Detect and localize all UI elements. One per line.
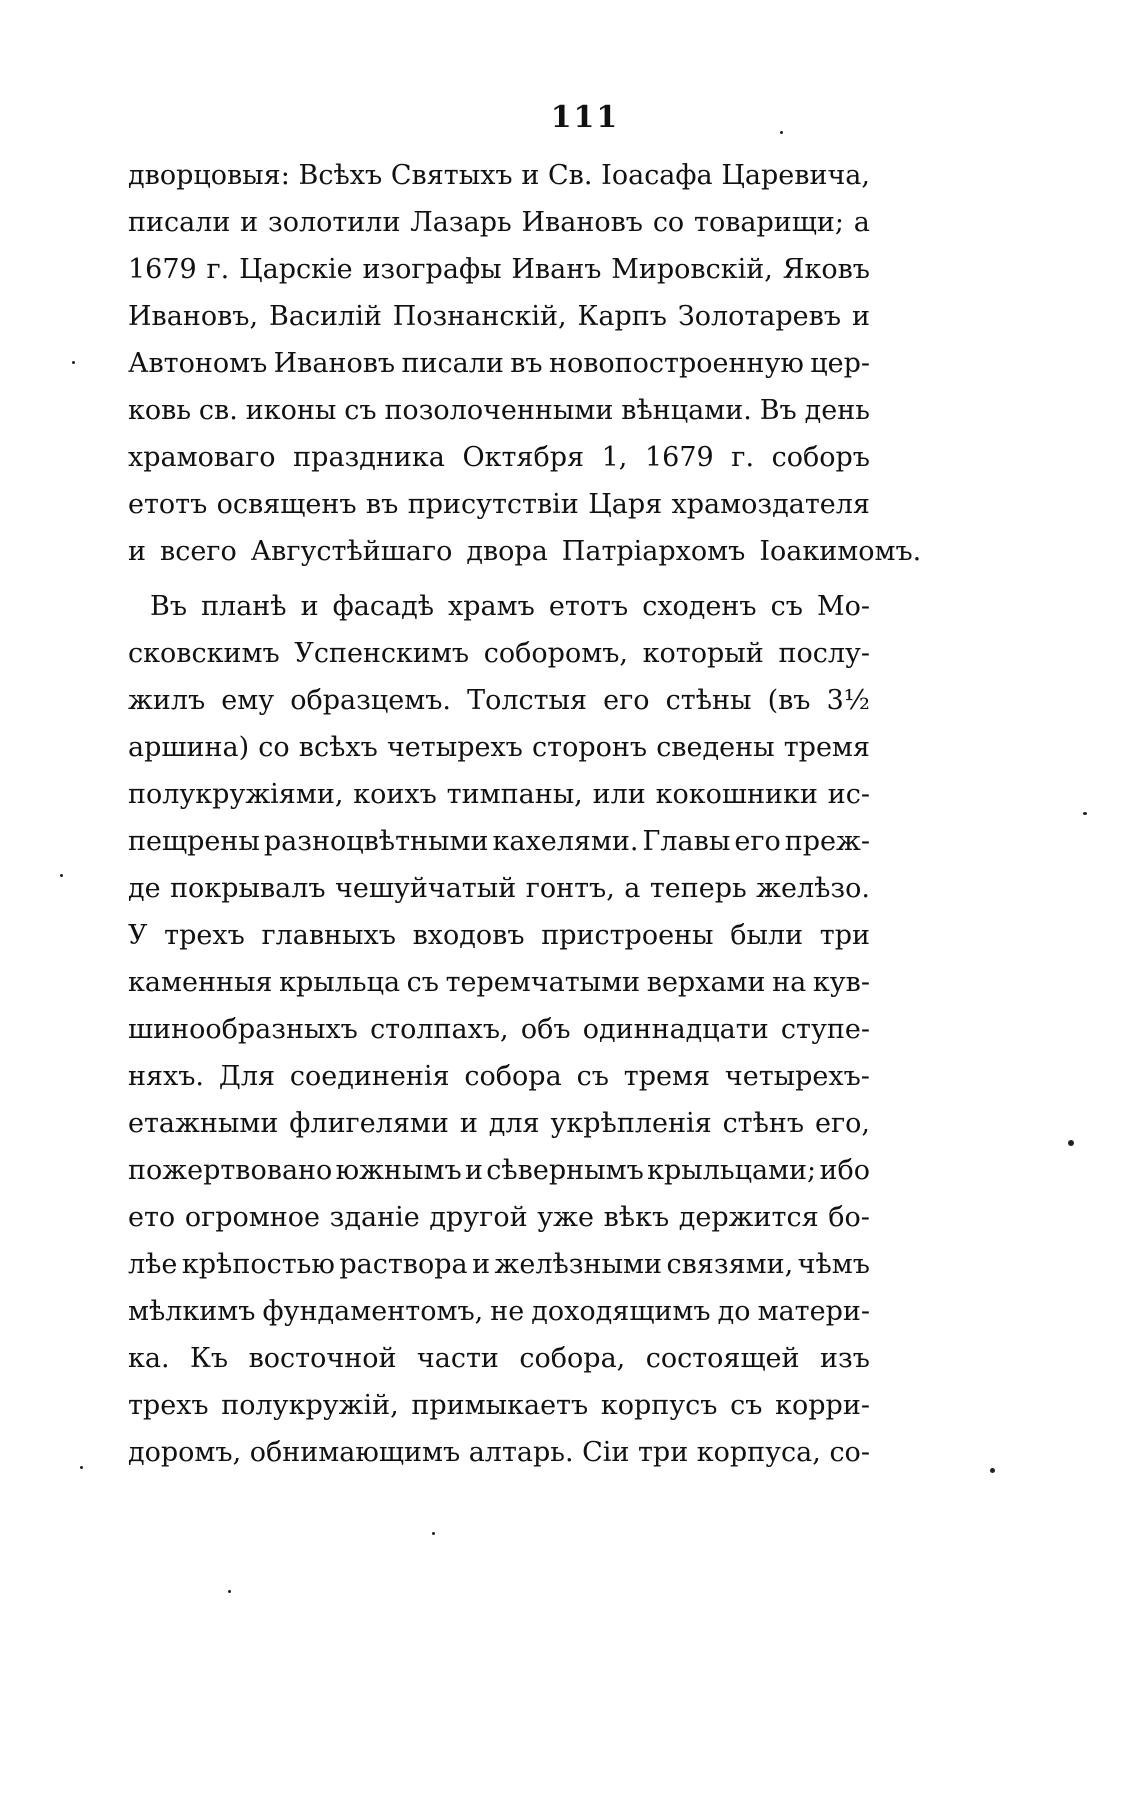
scan-speck (1068, 1140, 1074, 1146)
text-line: каменныя крыльца съ теремчатыми верхами на кув- (128, 967, 870, 998)
text-line: ковь св. иконы съ позолоченными вѣнцами. Въ день (128, 395, 870, 426)
scan-speck (990, 1468, 995, 1473)
scan-speck (72, 361, 75, 364)
text-line: храмоваго праздника Октября 1, 1679 г. соборъ (128, 442, 870, 473)
page-number: 111 (550, 100, 620, 135)
text-line: Автономъ Ивановъ писали въ новопостроенную цер- (128, 348, 870, 379)
text-line: лѣе крѣпостью раствора и желѣзными связями, чѣмъ (128, 1249, 870, 1280)
scan-speck (780, 131, 783, 134)
text-line: мѣлкимъ фундаментомъ, не доходящимъ до матери- (128, 1296, 870, 1327)
text-line: и всего Августѣйшаго двора Патріархомъ Іоакимомъ. (128, 536, 922, 567)
text-line: шинообразныхъ столпахъ, объ одиннадцати ступе- (128, 1014, 870, 1045)
body-text (128, 152, 922, 1476)
text-line: жилъ ему образцемъ. Толстыя его стѣны (въ 3½ (128, 685, 870, 716)
scan-speck (228, 1590, 231, 1593)
text-line: сковскимъ Успенскимъ соборомъ, который послу- (128, 638, 870, 669)
text-line: ка. Къ восточной части собора, состоящей изъ (128, 1343, 870, 1374)
text-line: де покрывалъ чешуйчатый гонтъ, а теперь желѣзо. (128, 873, 870, 904)
text-line: няхъ. Для соединенія собора съ тремя четырехъ- (128, 1061, 870, 1092)
paragraph (128, 152, 922, 575)
paragraph-gap (128, 575, 870, 583)
text-line: писали и золотили Лазарь Ивановъ со товарищи; а (128, 207, 870, 238)
text-line: етотъ освященъ въ присутствіи Царя храмоздателя (128, 489, 870, 520)
scan-speck (1083, 812, 1087, 815)
scan-speck (80, 1466, 83, 1469)
text-line: У трехъ главныхъ входовъ пристроены были три (128, 920, 870, 951)
text-line: ето огромное зданіе другой уже вѣкъ держится бо- (128, 1202, 870, 1233)
text-line: Въ планѣ и фасадѣ храмъ етотъ сходенъ съ Мо- (150, 591, 870, 622)
text-line: 1679 г. Царскіе изографы Иванъ Мировскій, Яковъ (128, 254, 870, 285)
scan-speck (60, 874, 63, 877)
text-line: полукружіями, коихъ тимпаны, или кокошники ис- (128, 779, 870, 810)
scan-speck (432, 1532, 435, 1535)
text-line: дворцовыя: Всѣхъ Святыхъ и Св. Іоасафа Царевича, (128, 160, 870, 191)
text-line: етажными флигелями и для укрѣпленія стѣнъ его, (128, 1108, 870, 1139)
paragraph (128, 583, 870, 1476)
text-line: аршина) со всѣхъ четырехъ сторонъ сведены тремя (128, 732, 870, 763)
text-line: трехъ полукружій, примыкаетъ корпусъ съ корри- (128, 1390, 870, 1421)
text-line: Ивановъ, Василій Познанскій, Карпъ Золотаревъ и (128, 301, 870, 332)
text-line: пещрены разноцвѣтными кахелями. Главы его преж- (128, 826, 870, 857)
text-line: пожертвовано южнымъ и сѣвернымъ крыльцами; ибо (128, 1155, 870, 1186)
text-line: доромъ, обнимающимъ алтарь. Сіи три корпуса, со- (128, 1437, 870, 1468)
